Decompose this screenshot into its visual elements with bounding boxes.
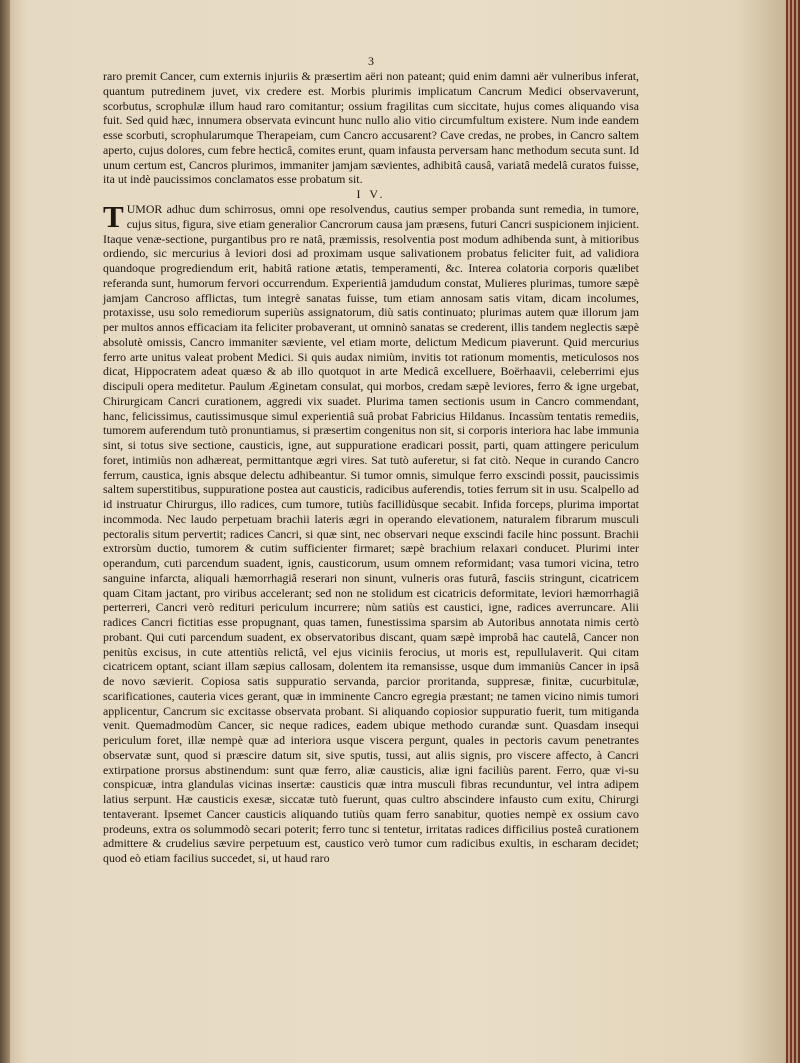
paragraph-body: UMOR adhuc dum schirrosus, omni ope resolvendus, cautius semper probanda sunt remedia, in tumore, cujus situs, figura, sive etiam generalior Cancrorum causa jam præsens, futuri Cancri suspicionem injicient. Itaque venæ-sectione, purgantibus pro re natâ, præmissis, resolventia post modum adhibenda sunt, à mitioribus ordiendo, sic mercurius à leviori dosi ad proximam usque salivationem probatus feliciter fuit, ad validiora quandoque progrediendum erit, habitâ ratione ætatis, temperamenti, &c. Interea colatoria corporis quælibet referanda sunt, humorum fervori occurrendum. Experientiâ jamdudum constat, Mulieres plurimas, tumore sæpè jamjam Cancroso afflictas, tum integrè sanatas fuisse, tum etiam annosam satis vitam, dicam incolumes, protaxisse, usu solo remediorum superiùs assignatorum, diù satis continuato; plurimas autem quæ illorum jam per multos annos efficaciam ita feliciter probaverant, ut omninò sanatas se crederent, illis tandem neglectis sæpè absolutè omissis, Cancro immaniter sæviente, vel etiam morte, delictum Medicum piaverunt. Quid mercurius ferro arte unitus valeat probent Medici. Si quis audax nimiùm, invitis tot rationum momentis, meticulosos nos dicat, Hippocratem adeat quæso & ab illo quotquot in arte Medicâ excelluere, Boërhaavii, celeberrimi ejus discipuli opera meditetur. Paulum Æginetam consulat, qui morbos, credam sæpè leviores, ferro & igne urgebat, Chirurgicam Cancri curationem, aggredi vix suadet. Plurima tamen sectionis usum in Cancro commendant, hanc, felicissimus, cautissimusque simul experientiâ suâ probat Fabricius Hildanus. Incassùm tentatis remediis, tumorem auferendum tutò pronuntiamus, si præsertim congenitus non sit, si corporis interiora hac labe immunia sint, si totus sive sectione, causticis, igne, aut suppuratione eradicari possit, parti, quam attingere periculum foret, intimiùs non adhæreat, permittantque ægri vires. Sat tutò auferetur, si fat citò. Neque in curando Cancro ferrum, caustica, ignis absque delectu adhibeantur. Si tumor omnis, simulque ferro exscindi possit, paucissimis saltem superstitibus, suppuratione postea aut causticis, radicibus auferendis, toties ferrum sit in usu. Scalpello ad id instruatur Chirurgus, illo radices, cum tumore, tutiùs facillidùsque secabit. Infida forceps, plurima importat incommoda. Nec laudo perpetuam brachii lateris ægri in operando elevationem, naturalem fibrarum musculi pectoralis situm pervertit; radices Cancri, si quæ sint, nec observari neque exscindi facile hinc possunt. Brachii extrorsùm ductio, tumorem & cutim sufficienter firmaret; sæpè brachium relaxari conducet. Plurimi inter operandum, cuti parcendum suadent, ignis, causticorum, usum omnem reformidant; vasa tumori vicina, tetro sanguine infarcta, aliquali hæmorrhagiâ reserari non sinunt, vulneris oras futurâ, fasciis stringunt, cicatricem quam Citam jactant, pro viribus accelerant; sed non ne stolidum est cicatricis deformitate, leviori hæmorrhagiâ perterreri, Cancri verò redituri periculum incurrere; nùm satiùs est caustici, igne, radices averruncare. Alii radices Cancri fictitias esse propugnant, quas tamen, funestissima sparsim ab Autoribus annotata nimis certò probant. Qui cuti parcendum suadent, ex observatoribus discant, quam sæpè improbâ hac cautelâ, Cancer non penitùs excisus, in cute attentiùs relictâ, vel ejus viciniis ferocius, ut moris est, repullulaverit. Qui citam cicatricem optant, sciant illam sæpius callosam, dolentem ita remansisse, usque dum immaniùs Cancer in ipsâ de novo sævierit. Copiosa satis suppuratio servanda, parcior proritanda, suppresæ, finitæ, cucurbitulæ, scarificationes, cauteria vices gerant, quæ in imminente Cancro egregia præstant; ne tamen vicino nimis tumori applicentur, Cancrum sic excitasse observata probant. Si aliquando copiosior suppuratio fuerit, tum mitiganda venit. Quemadmodùm Cancer, sic neque radices, eadem ubique methodo curandæ sunt. Quasdam insequi periculum foret, illæ nempè quæ ad interiora usque viscera pergunt, quales in pectoris cavum penetrantes observatæ sunt, quod si præscire datum sit, sive sputis, tussi, aut aliis signis, pro viscere affecto, à Cancri extirpatione prorsus abstinendum: sunt quæ ferro, aliæ causticis, aliæ igni faciliùs parent. Ferro, quæ vi-su conspicuæ, intra glandulas vicinas insertæ: causticis quæ intra musculi fibras recunduntur, vel intra adipem latius serpunt. Hæ causticis exesæ, siccatæ tutò fuerunt, quas cultro abscindere infausto cum exitu, Chirurgi tentaverant. Ipsemet Cancer causticis aliquando tutiùs quam ferro sanabitur, quoties nempè ex ossium cavo prodeuns, extra os solummodò secari poterit; ferro tunc si tentetur, irritatas radices difficilius posteâ curationem admittere & crudelius sævire perpetuum est, caustico verò tumor cum radicibus exultis, in escharam decidet; quod eò etiam facilius succedet, si, ut haud raro	[103, 202, 642, 865]
paragraph-main	[103, 199, 642, 866]
book-spine	[0, 0, 10, 1063]
section-heading: I V.	[356, 187, 386, 201]
drop-cap: T	[103, 199, 124, 234]
page-number: 3	[368, 54, 374, 68]
page-edge	[786, 0, 800, 1063]
paragraph-continuation: raro premit Cancer, cum externis injuriis & præsertim aëri non pateant; quid enim damni aër vulneribus inferat, quantum putredinem juvet, vix credere est. Morbis plurimis implicatum Cancrum Medici observaverunt, scorbutus, scrophulæ illum haud raro comitantur; ossium fragilitas cum siccitate, hujus comes aliquando visa fuit. Sed quid hæc, innumera observata evincunt hunc nullo alio vitio circumfultum existere. Num inde eandem esse scorbuti, scrophularumque Therapeiam, cum Cancro accusarent? Cave credas, ne probes, in Cancro saltem aperto, cujus dolores, cum febre hecticâ, comites erunt, quam infausta perversam hanc methodum secuta sunt. Id unum certum est, Cancros plurimos, immaniter jamjam sævientes, adhibitâ causâ, variatâ medelâ curatos fuisse, ita ut indè paucissimos conclamatos esse probatum sit.	[103, 69, 642, 187]
page-content	[103, 54, 642, 866]
